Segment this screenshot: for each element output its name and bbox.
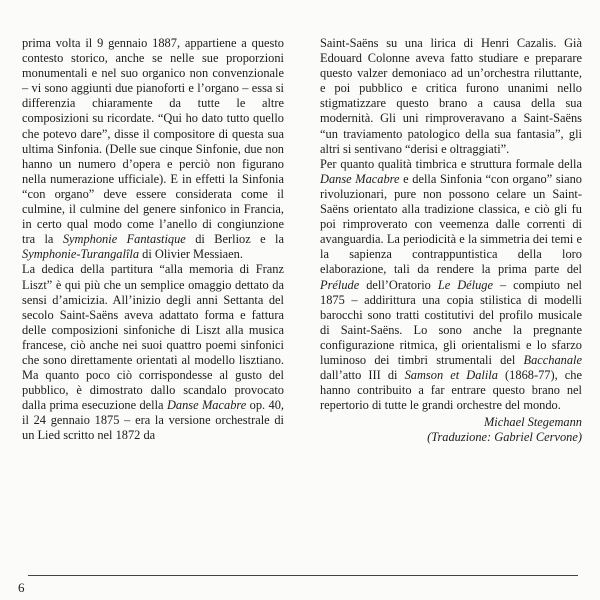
text-run: dell’Oratorio: [359, 277, 438, 292]
text-run: Saint-Saëns su una lirica di Henri Cazalis. Già Edouard Colonne aveva fatto studiare e preparare questo valzer demoniaco ad un’orchestra riluttante, e poi pubblico e critica furono unanimi nello stigmatizzare questo brano a causa della sua modernità. Gli uni rimproveravano a Saint-Saëns “un traviamento patologico della sua fantasia”, gli altri si sentivano “derisi e oltraggiati”.: [320, 36, 582, 156]
booklet-page: [22, 36, 582, 556]
text-run: (1868-77), che hanno contribuito a far entrare questo brano nel repertorio di tutte le grandi orchestre del mondo.: [320, 368, 582, 413]
text-run: La dedica della partitura “alla memoria di Franz Liszt” è qui più che un semplice omaggio dettato da sensi d’amicizia. All’inizio degli anni Settanta del secolo Saint-Saëns aveva adattato forma e fattura delle composizioni sinfoniche di Liszt alla musica francese, ciò anche nei suoi quattro poemi sinfonici che sono direttamente orientati al modello lisztiano. Ma quanto poco ciò corrispondesse al gusto del pubblico, è dimostrato dallo scandalo provocato dalla prima esecuzione della: [22, 262, 284, 413]
text-run: di Olivier Messiaen.: [139, 247, 243, 262]
right-column: [320, 36, 582, 556]
text-run: prima volta il 9 gennaio 1887, appartiene a questo contesto storico, anche se nelle sue proporzioni monumentali e nel suo organico non convenzionale – vi sono aggiunti due pianoforti e l’organo – essa si differenzia chiaramente da tutte le altre composizioni su ricordate. “Qui ho dato tutto quello che potevo dare”, disse il compositore di questa sua ultima Sinfonia. (Delle sue cinque Sinfonie, due non hanno un numero d’opera e perciò non figurano nella numerazione ufficiale). E in effetti la Sinfonia “con organo” deve essere considerata come il culmine, il culmine del genere sinfonico in Francia, in certo qual modo come l’anello di congiunzione tra la: [22, 36, 284, 247]
left-column: [22, 36, 284, 556]
left-paragraph: [22, 36, 284, 262]
page-number: 6: [18, 580, 25, 595]
right-column-body: [320, 36, 582, 413]
text-run: e della Sinfonia “con organo” siano rivoluzionari, pure non possono celare un Saint-Saëns orientato alla tradizione classica, e ciò gli fu poi rimproverato con veemenza dalle correnti di avanguardia. La periodicità e la simmetria dei temi e la sapienza contrappuntistica della loro elaborazione, tali da rendere la prima parte del: [320, 171, 582, 277]
italic-title: Danse Macabre: [166, 398, 247, 413]
footer-rule: [28, 575, 578, 576]
text-run: Per quanto qualità timbrica e struttura formale della: [320, 156, 582, 171]
left-paragraph: [22, 262, 284, 443]
author-signature: Michael Stegemann: [483, 415, 582, 430]
italic-title: Danse Macabre: [320, 171, 400, 186]
text-run: – compiuto nel 1875 – addirittura una copia stilistica di modelli barocchi sono tratti costitutivi del profilo musicale di Saint-Saëns. Lo sono anche la pregnante configurazione ritmica, gli orientalismi e lo sfarzo luminoso dei timbri strumentali del: [320, 277, 582, 367]
italic-title: Symphonie Fantastique: [62, 232, 186, 247]
italic-title: Samson et Dalila: [404, 368, 498, 383]
italic-title: Le Déluge: [437, 277, 493, 292]
italic-title: Symphonie-Turangalîla: [22, 247, 140, 262]
right-paragraph: [320, 157, 582, 414]
italic-title: Prélude: [320, 277, 360, 292]
text-run: dall’atto III di: [320, 368, 405, 383]
italic-title: Bacchanale: [523, 352, 582, 367]
right-paragraph: [320, 36, 582, 157]
translation-credit: (Traduzione: Gabriel Cervone): [427, 430, 582, 445]
text-run: di Berlioz e la: [185, 232, 284, 247]
text-run: op. 40, il 24 gennaio 1875 – era la versione orchestrale di un Lied scritto nel 1872 da: [22, 398, 284, 443]
